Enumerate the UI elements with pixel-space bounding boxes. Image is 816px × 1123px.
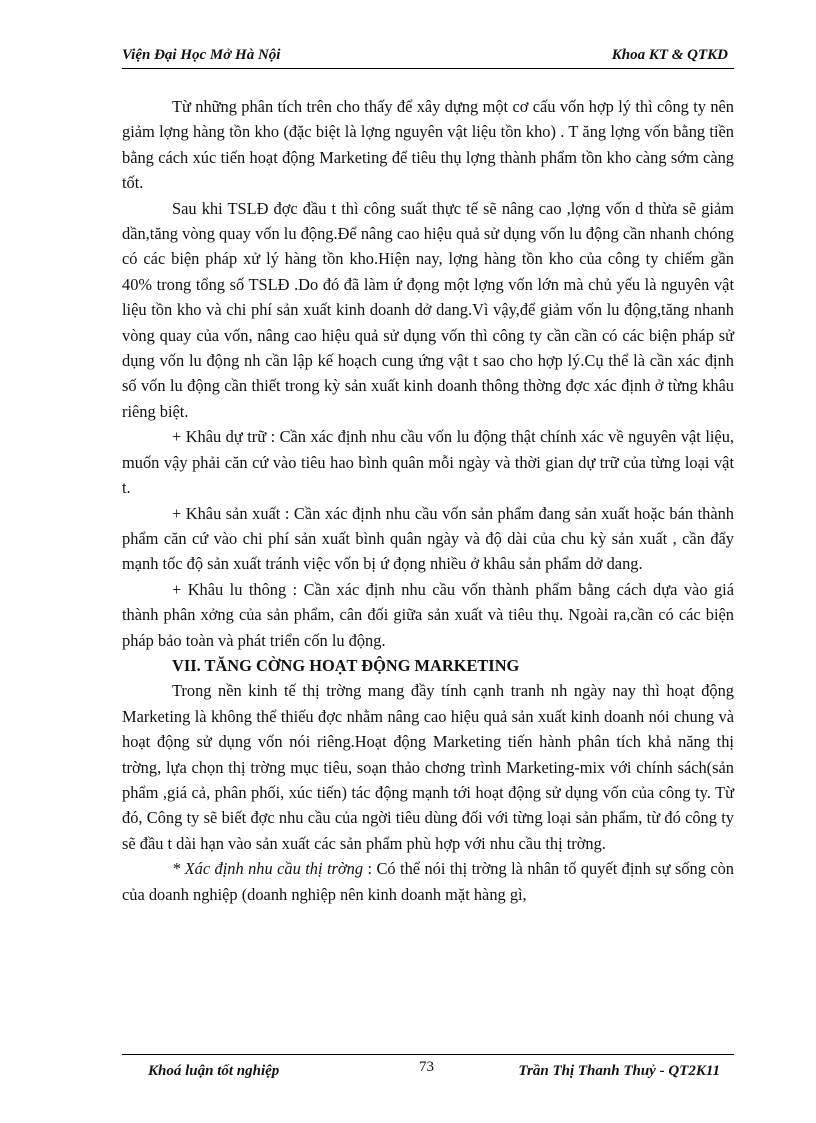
paragraph: + Khâu sản xuất : Cần xác định nhu cầu vốn sản phẩm đang sản xuất hoặc bán thành phẩm căn cứ vào chi phí sản xuất bình quân ngày và độ dài của chu kỳ sản xuất , cần đẩy mạnh tốc độ sản xuất tránh việc vốn bị ứ đọng nhiều ở khâu sản phẩm dở dang. (122, 503, 734, 574)
paragraph: Trong nền kinh tế thị trờng mang đầy tính cạnh tranh nh ngày nay thì hoạt động Marketing là không thể thiếu đợc nhằm nâng cao hiệu quả sản xuất kinh doanh nói chung và hoạt động sử dụng vốn nói riêng.Hoạt động Marketing tiến hành phân tích khả năng thị trờng, lựa chọn thị trờng mục tiêu, soạn thảo chơng trình Marketing-mix với chính sách(sản phẩm ,giá cả, phân phối, xúc tiến) tác động mạnh tới hoạt động sử dụng vốn của công ty. Từ đó, Công ty sẽ biết đợc nhu cầu của ngời tiêu dùng đối với từng loại sản phẩm, từ đó công ty sẽ đầu t dài hạn vào sản xuất các sản phẩm phù hợp với nhu cầu thị trờng. (122, 681, 734, 853)
page-footer (122, 1054, 734, 1085)
section-heading: VII. TĂNG CỜNG HOẠT ĐỘNG MARKETING (172, 655, 520, 675)
paragraph (122, 856, 734, 907)
paragraph-text: : Có thể nói thị trờng là nhân tố quyết định sự sống còn của doanh nghiệp (doanh nghiệp nên kinh doanh mặt hàng gì, (122, 859, 735, 904)
footer-thesis-label: Khoá luận tốt nghiệp (148, 1063, 280, 1079)
paragraph-lead: * Xác định nhu cầu thị trờng (172, 859, 364, 879)
page-header (122, 44, 734, 69)
header-faculty: Khoa KT & QTKD (611, 47, 728, 63)
page-number: 73 (419, 1059, 434, 1075)
header-institution: Viện Đại Học Mở Hà Nội (122, 47, 281, 63)
paragraph: + Khâu dự trữ : Cần xác định nhu cầu vốn lu động thật chính xác về nguyên vật liệu, muốn vậy phải căn cứ vào tiêu hao bình quân mỗi ngày và thời gian dự trữ của từng loại vật t. (122, 427, 734, 498)
footer-author: Trần Thị Thanh Thuỷ - QT2K11 (518, 1063, 720, 1079)
paragraph: Từ những phân tích trên cho thấy để xây dựng một cơ cấu vốn hợp lý thì công ty nên giảm lợng hàng tồn kho (đặc biệt là lợng nguyên vật liệu tồn kho) . T ăng lợng vốn bằng tiền bằng cách xúc tiến hoạt động Marketing để tiêu thụ lợng thành phẩm tồn kho càng sớm càng tốt. (122, 97, 734, 193)
paragraph: Sau khi TSLĐ đợc đầu t thì công suất thực tế sẽ nâng cao ,lợng vốn d thừa sẽ giảm dần,tăng vòng quay vốn lu động.Để nâng cao hiệu quả sử dụng vốn lu động cần nhanh chóng có các biện pháp xử lý hàng tồn kho.Hiện nay, lợng hàng tồn kho của công ty chiếm gần 40% trong tổng số TSLĐ .Do đó đã làm ứ đọng một lợng vốn lớn mà chủ yếu là nguyên vật liệu tồn kho và chi phí sản xuất kinh doanh dở dang.Vì vậy,để giảm vốn lu động,tăng nhanh vòng quay của vốn, nâng cao hiệu quả sử dụng vốn thì công ty cần cần có các biện pháp sử dụng vốn lu động nh cần lập kế hoạch cung ứng vật t sao cho hợp lý.Cụ thể là cần xác định số vốn lu động cần thiết trong kỳ sản xuất kinh doanh thông thờng đợc xác định ở từng khâu riêng biệt. (122, 198, 734, 421)
paragraph: + Khâu lu thông : Cần xác định nhu cầu vốn thành phẩm bằng cách dựa vào giá thành phân xởng của sản phẩm, cân đối giữa sản xuất và tiêu thụ. Ngoài ra,cần có các biện pháp bảo toàn và phát triển cốn lu động. (122, 579, 734, 650)
document-body (122, 94, 734, 907)
